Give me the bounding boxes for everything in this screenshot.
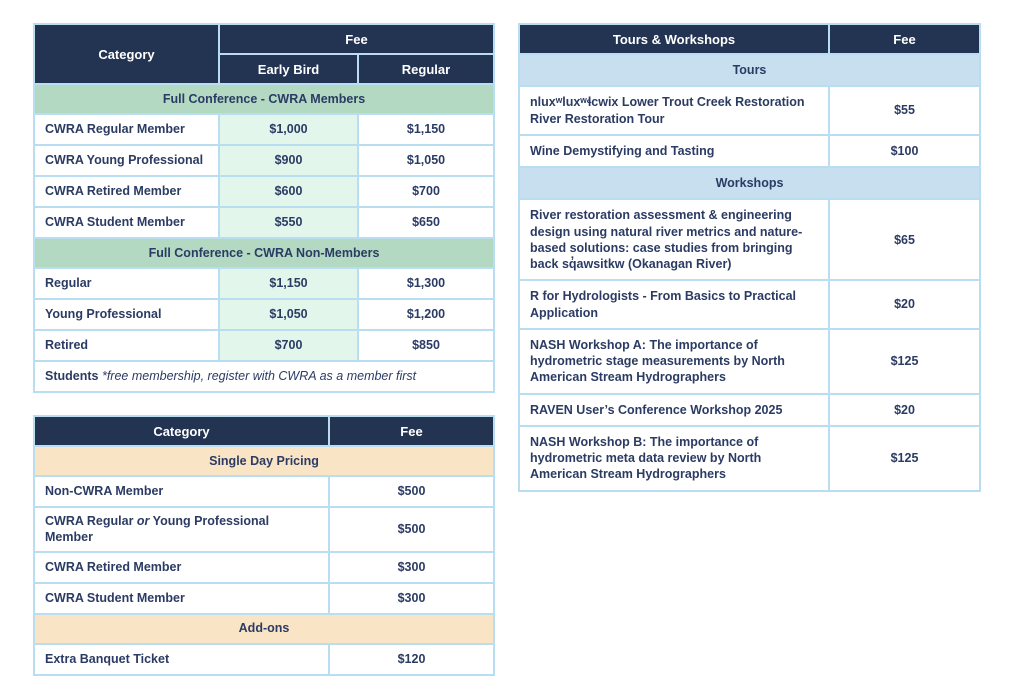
category-column-header: Category [34,416,329,446]
fee-cell: $300 [329,583,494,614]
row-label-cell: CWRA Student Member [34,207,219,238]
fee-cell: $500 [329,507,494,552]
section-title: Tours [519,54,980,86]
early-bird-column-header: Early Bird [219,54,358,84]
fee-cell: $120 [329,644,494,675]
fee-cell: $700 [358,176,494,207]
fee-cell: $125 [829,329,980,394]
row-label-cell: Retired [34,330,219,361]
fee-cell: $1,150 [358,114,494,145]
table-row [34,552,494,583]
row-label-cell: Extra Banquet Ticket [34,644,329,675]
tours-table-body [519,54,980,491]
section-header-row [34,614,494,644]
section-title: Add-ons [34,614,494,644]
fee-column-header: Fee [219,24,494,54]
row-label-cell: River restoration assessment & engineering design using natural river metrics and nature-based solutions: case studies from bringing back sq̓awsitkw (Okanagan River) [519,199,829,280]
table-row [34,268,494,299]
tours-table-header [519,24,980,54]
conference-table-header [34,24,494,84]
row-label-cell: CWRA Regular Member [34,114,219,145]
students-note: Students *free membership, register with CWRA as a member first [34,361,494,392]
fee-column-header: Fee [329,416,494,446]
fee-cell: $1,150 [219,268,358,299]
fee-cell: $125 [829,426,980,491]
table-row [34,507,494,552]
fee-cell: $650 [358,207,494,238]
row-label-cell: CWRA Retired Member [34,176,219,207]
table-row [519,426,980,491]
table-row [34,176,494,207]
fee-cell: $100 [829,135,980,167]
table-row [34,207,494,238]
fee-cell: $1,000 [219,114,358,145]
fee-cell: $55 [829,86,980,135]
row-label-cell: CWRA Regular or Young Professional Member [34,507,329,552]
table-row [519,329,980,394]
section-header-row [34,446,494,476]
section-title: Single Day Pricing [34,446,494,476]
left-column [33,23,495,676]
fee-cell: $300 [329,552,494,583]
conference-pricing-table [33,23,495,393]
row-label-cell: Wine Demystifying and Tasting [519,135,829,167]
fee-cell: $20 [829,394,980,426]
single-day-table-header [34,416,494,446]
regular-column-header: Regular [358,54,494,84]
row-label-cell: CWRA Student Member [34,583,329,614]
section-title: Full Conference - CWRA Non-Members [34,238,494,268]
table-row [34,476,494,507]
table-row [519,135,980,167]
fee-cell: $500 [329,476,494,507]
table-row [519,394,980,426]
fee-cell: $20 [829,280,980,329]
row-label-cell: CWRA Young Professional [34,145,219,176]
table-row [519,280,980,329]
section-title: Full Conference - CWRA Members [34,84,494,114]
single-day-table-body [34,446,494,675]
table-row [34,644,494,675]
row-label-cell: Non-CWRA Member [34,476,329,507]
conference-table-body [34,84,494,392]
row-label-cell: Young Professional [34,299,219,330]
category-column-header: Category [34,24,219,84]
fee-cell: $900 [219,145,358,176]
fee-cell: $550 [219,207,358,238]
row-label-cell: NASH Workshop B: The importance of hydrometric meta data review by North American Stream Hydrographers [519,426,829,491]
section-header-row [519,167,980,199]
row-label-cell: RAVEN User’s Conference Workshop 2025 [519,394,829,426]
right-column [518,23,981,492]
table-row [34,330,494,361]
row-label-cell: Regular [34,268,219,299]
single-day-pricing-table [33,415,495,676]
section-header-row [34,238,494,268]
section-title: Workshops [519,167,980,199]
tours-workshops-column-header: Tours & Workshops [519,24,829,54]
fee-cell: $1,300 [358,268,494,299]
fee-cell: $700 [219,330,358,361]
fee-cell: $600 [219,176,358,207]
fee-cell: $850 [358,330,494,361]
section-header-row [519,54,980,86]
table-row [519,86,980,135]
table-row [519,199,980,280]
row-label-cell: nluxʷluxʷɬcwix Lower Trout Creek Restoration River Restoration Tour [519,86,829,135]
table-row [34,299,494,330]
row-label-cell: CWRA Retired Member [34,552,329,583]
fee-cell: $65 [829,199,980,280]
fee-column-header: Fee [829,24,980,54]
row-label-cell: R for Hydrologists - From Basics to Practical Application [519,280,829,329]
row-label-cell: NASH Workshop A: The importance of hydrometric stage measurements by North American Stream Hydrographers [519,329,829,394]
fee-cell: $1,200 [358,299,494,330]
table-row [34,114,494,145]
section-header-row [34,84,494,114]
fee-cell: $1,050 [358,145,494,176]
table-row [34,145,494,176]
fee-cell: $1,050 [219,299,358,330]
tours-workshops-table [518,23,981,492]
note-row [34,361,494,392]
table-row [34,583,494,614]
